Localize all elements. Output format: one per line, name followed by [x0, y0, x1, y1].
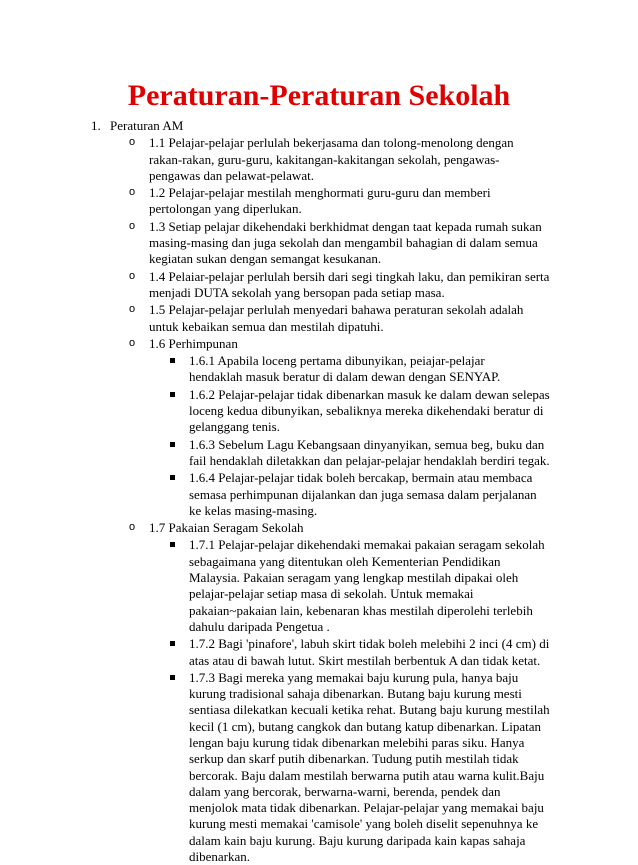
circle-bullet-icon: o	[129, 521, 136, 534]
rule-item-1-7-3	[0, 670, 638, 865]
rule-item-1-3	[0, 219, 638, 268]
section-heading	[0, 118, 638, 134]
rule-text: 1.7.1 Pelajar-pelajar dikehendaki memakai pakaian seragam sekolah sebagaimana yang ditentukan oleh Kementerian Pendidikan Malaysia. Pakaian seragam yang lengkap mestilah dipakai oleh pelajar-pelajar setiap masa di sekolah. Untuk memakai pakaian~pakaian lain, kebenaran khas mestilah diperolehi terlebih dahulu daripada Pengetua .	[189, 537, 545, 634]
section-number: 1.	[91, 118, 101, 133]
rule-item-1-1	[0, 135, 638, 184]
rule-text: 1.6.2 Pelajar-pelajar tidak dibenarkan masuk ke dalam dewan selepas loceng kedua dibunyikan, sebaliknya mereka dikehendaki beratur di gelanggang tenis.	[189, 386, 550, 435]
rule-text: 1.2 Pelajar-pelajar mestilah menghormati guru-guru dan memberi pertolongan yang diperlukan.	[149, 185, 491, 217]
square-bullet-icon	[170, 358, 175, 363]
document-title: Peraturan-Peraturan Sekolah	[127, 79, 511, 112]
rule-text: 1.1 Pelajar-pelajar perlulah bekerjasama dan tolong-menolong dengan rakan-rakan, guru-guru, kakitangan-kakitangan sekolah, pengawas-pengawas dan pelawat-pelawat.	[149, 135, 514, 183]
rule-item-1-7-1	[0, 537, 638, 635]
rule-item-1-6-4	[0, 470, 638, 519]
circle-bullet-icon: o	[129, 303, 136, 316]
circle-bullet-icon: o	[129, 336, 136, 349]
rule-item-1-6	[0, 336, 638, 352]
square-bullet-icon	[170, 542, 175, 547]
rule-text: 1.5 Pelajar-pelajar perlulah menyedari bahawa peraturan sekolah adalah untuk kebaikan semua dan mestilah dipatuhi.	[149, 302, 524, 334]
square-bullet-icon	[170, 675, 175, 680]
rule-text: 1.3 Setiap pelajar dikehendaki berkhidmat dengan taat kepada rumah sukan masing-masing dan juga sekolah dan mengambil bahagian di dalam semua kegiatan sukan dengan semangat kesukanan.	[149, 218, 542, 267]
rule-item-1-6-1	[0, 353, 638, 386]
rule-item-1-6-3	[0, 437, 638, 470]
square-bullet-icon	[170, 392, 175, 397]
rule-heading: 1.7 Pakaian Seragam Sekolah	[149, 520, 304, 536]
section-label: Peraturan AM	[110, 118, 184, 133]
rule-text: 1.4 Pelaiar-pelajar perlulah bersih dari segi tingkah laku, dan pemikiran serta menjadi DUTA sekolah yang bersopan pada setiap masa.	[149, 268, 550, 300]
square-bullet-icon	[170, 641, 175, 646]
rule-text: 1.6.4 Pelajar-pelajar tidak boleh bercakap, bermain atau membaca semasa perhimpunan dijalankan dan juga semasa dalam perjalanan ke kelas masing-masing.	[189, 470, 537, 518]
rule-item-1-7-2	[0, 636, 638, 669]
rule-item-1-2	[0, 185, 638, 218]
rule-item-1-7	[0, 520, 638, 536]
rule-heading: 1.6 Perhimpunan	[149, 335, 238, 351]
rule-item-1-6-2	[0, 387, 638, 436]
rules-list	[0, 118, 638, 865]
rule-text: 1.6.1 Apabila loceng pertama dibunyikan, peiajar-pelajar hendaklah masuk beratur di dalam dewan dengan SENYAP.	[189, 353, 501, 385]
rule-item-1-5	[0, 302, 638, 335]
square-bullet-icon	[170, 475, 175, 480]
rule-text: 1.6.3 Sebelum Lagu Kebangsaan dinyanyikan, semua beg, buku dan fail hendaklah diletakkan dan pelajar-pelajar hendaklah berdiri tegak.	[189, 436, 550, 468]
rule-text: 1.7.3 Bagi mereka yang memakai baju kurung pula, hanya baju kurung tradisional sahaja dibenarkan. Butang baju kurung mesti sentiasa dilekatkan kecuali ketika rehat. Butang baju kurung mestilah kecil (1 cm), butang cangkok dan butang katup dibenarkan. Lipatan lengan baju kurung tidak dibenarkan melebihi paras siku. Hanya serkup dan skarf putih dibenarkan. Tudung putih mestilah tidak bercorak. Baju dalam mestilah berwarna putih atau warna kulit.Baju dalam yang bercorak, berwarna-warni, berenda, pendek dan menjolok mata tidak dibenarkan. Pelajar-pelajar yang memakai baju kurung mesti memakai 'camisole' yang boleh diselit sepenuhnya ke dalam kain baju kurung. Baju kurung daripada kain kapas sahaja dibenarkan.	[189, 669, 550, 865]
circle-bullet-icon: o	[129, 269, 136, 282]
circle-bullet-icon: o	[129, 186, 136, 199]
square-bullet-icon	[170, 442, 175, 447]
circle-bullet-icon: o	[129, 219, 136, 232]
circle-bullet-icon: o	[129, 136, 136, 149]
rule-text: 1.7.2 Bagi 'pinafore', labuh skirt tidak boleh melebihi 2 inci (4 cm) di atas atau di bawah lutut. Skirt mestilah berbentuk A dan tidak ketat.	[189, 636, 550, 668]
rule-item-1-4	[0, 269, 638, 302]
